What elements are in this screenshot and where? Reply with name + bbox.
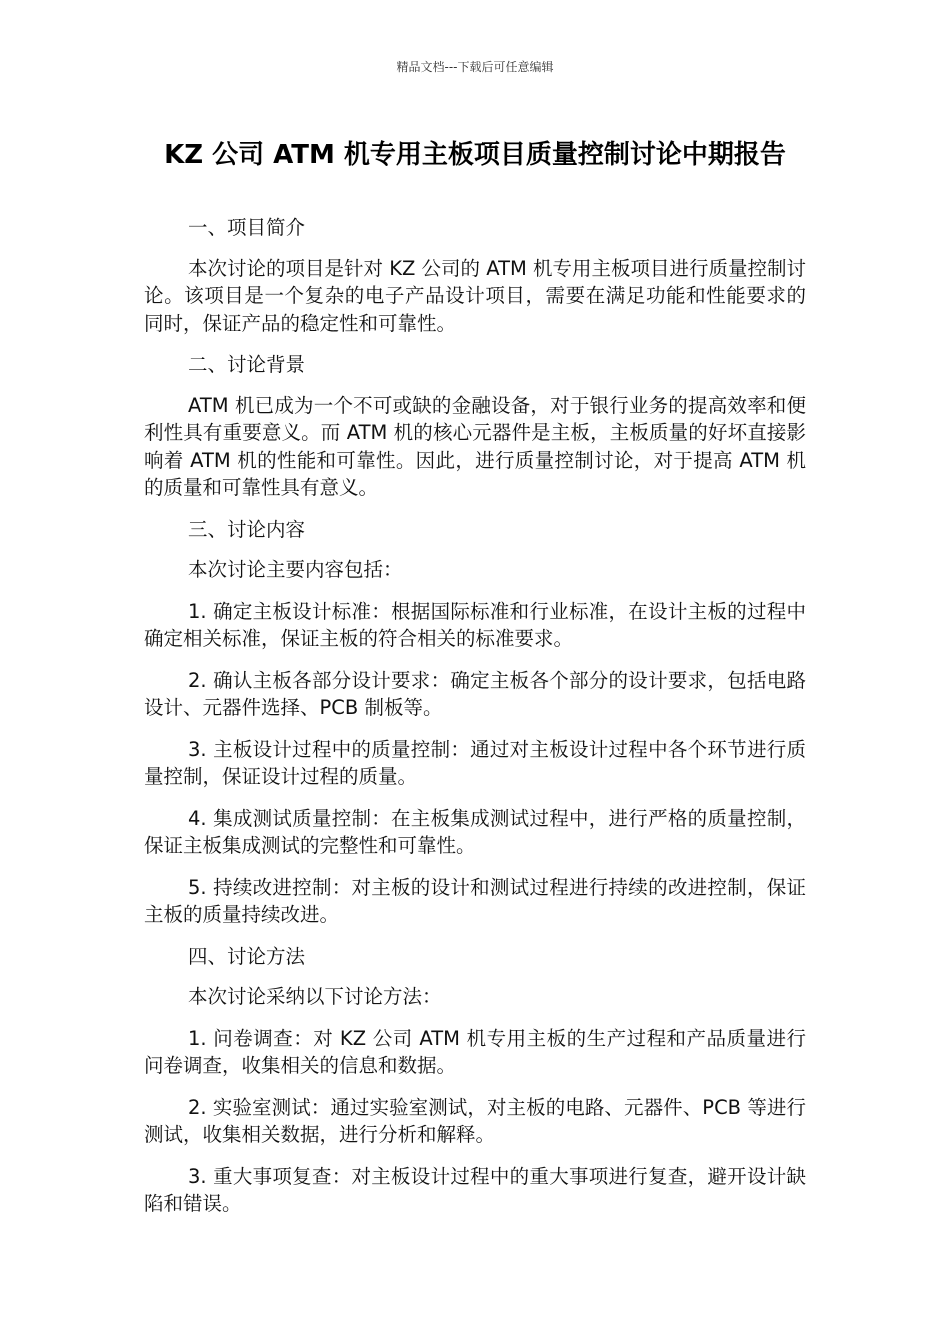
list-item: 3. 主板设计过程中的质量控制：通过对主板设计过程中各个环节进行质量控制，保证设计过程的质量。 [144,737,806,788]
list-item: 1. 确定主板设计标准：根据国际标准和行业标准，在设计主板的过程中确定相关标准，保证主板的符合相关的标准要求。 [144,599,806,650]
list-item: 1. 问卷调查：对 KZ 公司 ATM 机专用主板的生产过程和产品质量进行问卷调查，收集相关的信息和数据。 [144,1026,806,1077]
list-item: 2. 确认主板各部分设计要求：确定主板各个部分的设计要求，包括电路设计、元器件选择、PCB 制板等。 [144,668,806,719]
document-title: KZ 公司 ATM 机专用主板项目质量控制讨论中期报告 [164,140,786,170]
paragraph-content-intro: 本次讨论主要内容包括： [188,558,403,581]
section-heading-content: 三、讨论内容 [188,517,306,541]
paragraph-background: ATM 机已成为一个不可或缺的金融设备，对于银行业务的提高效率和便利性具有重要意义。而 ATM 机的核心元器件是主板，主板质量的好坏直接影响着 ATM 机的性能和可靠性。因此，进行质量控制讨论，对于提高 ATM 机的质量和可靠性具有意义。 [144,393,806,499]
section-heading-intro: 一、项目简介 [188,216,306,239]
list-item: 4. 集成测试质量控制：在主板集成测试过程中，进行严格的质量控制，保证主板集成测试的完整性和可靠性。 [144,806,806,857]
section-heading-methods: 四、讨论方法 [188,944,306,968]
list-item: 3. 重大事项复查：对主板设计过程中的重大事项进行复查，避开设计缺陷和错误。 [144,1164,806,1215]
document-body [144,214,806,1232]
section-heading-background: 二、讨论背景 [188,353,306,376]
page-header-note: 精品文档---下载后可任意编辑 [396,60,554,74]
paragraph-methods-intro: 本次讨论采纳以下讨论方法： [188,985,442,1008]
list-item: 5. 持续改进控制：对主板的设计和测试过程进行持续的改进控制，保证主板的质量持续改进。 [144,875,806,926]
paragraph-project-intro: 本次讨论的项目是针对 KZ 公司的 ATM 机专用主板项目进行质量控制讨论。该项目是一个复杂的电子产品设计项目，需要在满足功能和性能要求的同时，保证产品的稳定性和可靠性。 [144,256,807,335]
list-item: 2. 实验室测试：通过实验室测试，对主板的电路、元器件、PCB 等进行测试，收集相关数据，进行分析和解释。 [144,1095,806,1146]
